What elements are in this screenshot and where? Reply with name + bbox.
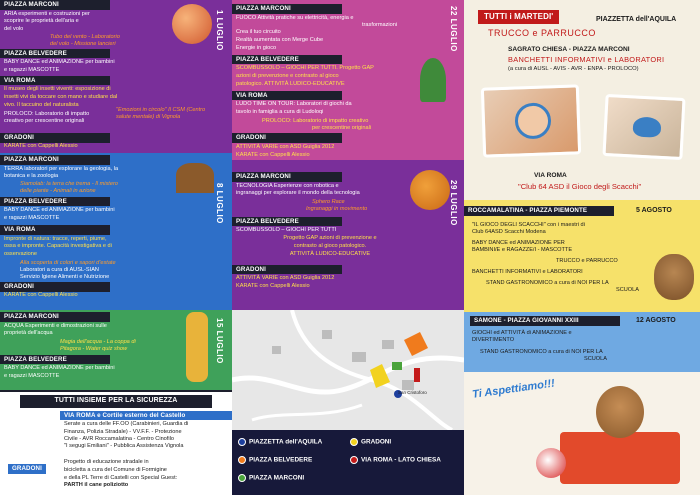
text-line: KARATE con Cappelli Alessio — [236, 151, 310, 158]
giraffe-decoration — [186, 312, 208, 382]
banchetti-title: BANCHETTI INFORMATIVI e LABORATORI — [508, 55, 665, 64]
panel-5-agosto — [464, 200, 700, 312]
text-line: SCOMBUSSOLO – GIOCHI PER TUTTI — [236, 227, 337, 234]
section-header-gradoni: GRADONI — [0, 133, 110, 143]
legend-item — [238, 438, 322, 446]
text-line: scoprire le proprietà dell'aria e — [4, 18, 79, 25]
text-line: PROLOCO: Laboratorio di impatto creativo per crescentine originali — [4, 110, 90, 124]
text-line: patologico. ATTIVITÀ LUDICO-EDUCATIVE — [236, 80, 345, 87]
samone-header: SAMONE - PIAZZA GIOVANNI XXIII — [470, 316, 620, 326]
club64-title: "Club 64 ASD il Gioco degli Scacchi" — [518, 182, 642, 191]
map-marker-belvedere — [404, 332, 428, 356]
text-line: Finanza, Polizia Stradale) - VV.F.F. - Protezione — [64, 428, 182, 435]
text-line: LUDO TIME ON TOUR: Laboratori di giochi da — [236, 101, 352, 108]
legend-swatch — [238, 474, 246, 482]
text-line: KARATE con Cappelli Alessio — [4, 292, 78, 298]
text-line: "IL GIOCO DEGLI SCACCHI" con i maestri di — [472, 222, 585, 228]
legend-swatch — [238, 456, 246, 464]
section-header-via-roma: VIA ROMA — [232, 91, 342, 101]
legend-label: PIAZZA BELVEDERE — [249, 456, 313, 464]
text-line: BABY DANCE ed ANIMAZIONE per bambini — [4, 207, 115, 214]
text-line: e ragazzi MASCOTTE — [4, 67, 60, 73]
text-line: PARTH il cane poliziotto — [64, 482, 129, 489]
section-header-gradoni: GRADONI — [232, 265, 342, 275]
text-line: "I segugi Emiliani" - Pubblica Assistenza Vignola — [64, 442, 184, 449]
section-header-gradoni: GRADONI — [8, 464, 46, 474]
ball-decoration — [536, 448, 566, 478]
text-line: per crescentine originali — [312, 124, 372, 131]
tutti-martedi-badge: TUTTI i MARTEDI' — [478, 10, 559, 24]
legend-item — [350, 438, 391, 446]
section-header-piazza-marconi: PIAZZA MARCONI — [232, 4, 342, 14]
legend-swatch — [350, 456, 358, 464]
teddy-bear-decoration — [654, 254, 694, 300]
text-line: Crea il tuo circuito — [236, 29, 281, 36]
butterfly-icon — [632, 116, 661, 137]
text-line: Serate a cura delle FF.OO (Carabinieri, Guardia di — [64, 421, 189, 428]
pumpkin-decoration — [410, 170, 450, 210]
text-line: Civile - AVR Roccamalatina - Centro Cinofilo — [64, 435, 174, 442]
text-line: Club 64ASD Scacchi Modena — [472, 229, 546, 235]
text-line: SCUOLA — [584, 356, 608, 362]
text-line: DIVERTIMENTO — [472, 337, 515, 343]
panel-1-luglio — [0, 0, 232, 150]
date-label: 12 AGOSTO — [636, 317, 676, 324]
text-line: Pitagora - Water quiz show — [60, 346, 128, 352]
tree-decoration — [420, 58, 446, 102]
banchetti-subtitle: (a cura di AUSL - AVIS - AVR - ENPA - PROLOCO) — [508, 66, 639, 72]
panel-ti-aspettiamo — [464, 372, 700, 495]
text-line: ATTIVITÀ VARIE con ASD Guiglia 2012 — [236, 144, 335, 150]
text-line: delle piante - Animali in azione — [20, 188, 96, 194]
text-line: PROLOCO: Laboratorio di impatto creativo — [262, 117, 369, 124]
toy-box-decoration — [560, 432, 680, 484]
text-line: Impronte di natura: tracce, reperti, piume, — [4, 235, 107, 242]
section-header-piazza-belvedere: PIAZZA BELVEDERE — [232, 55, 342, 65]
section-header-via-roma: VIA ROMA e Cortile esterno del Castello — [60, 411, 232, 421]
section-header-gradoni: GRADONI — [0, 282, 110, 292]
text-line: SCOMBUSSOLO – GIOCHI PER TUTTI. Progetto GAP — [236, 65, 374, 72]
text-line: vivo. Il taccuino del naturalista — [4, 102, 79, 108]
section-header-piazza-marconi: PIAZZA MARCONI — [0, 312, 110, 322]
text-line: e ragazzi MASCOTTE — [4, 215, 60, 222]
text-line: Sphero Race — [312, 199, 345, 206]
section-header-via-roma: VIA ROMA — [0, 76, 110, 86]
map-legend — [232, 430, 464, 495]
text-line: Siamolab: la terra che trema - Il mistero — [20, 181, 118, 188]
text-line: STAND GASTRONOMICO a cura di NOI PER LA — [486, 280, 609, 286]
section-header-piazza-belvedere: PIAZZA BELVEDERE — [0, 49, 110, 59]
text-line: ossa e impronte. Capacità investigativa e di — [4, 243, 112, 250]
sicurezza-title: TUTTI INSIEME PER LA SICUREZZA — [20, 395, 212, 408]
legend-swatch — [238, 438, 246, 446]
legend-item — [238, 456, 312, 464]
panel-8-luglio — [0, 153, 232, 310]
text-line: trasformazioni — [362, 22, 398, 29]
text-line: BABY DANCE ed ANIMAZIONE per bambini — [4, 365, 115, 372]
panel-1-luglio-gradoni — [0, 133, 232, 153]
legend-label: GRADONI — [361, 438, 392, 446]
text-line: Tubo del vento - Laboratorio — [50, 34, 120, 40]
legend-item — [350, 456, 441, 464]
legend-label: VIA ROMA - LATO CHIESA — [361, 456, 441, 464]
text-line: Ingranaggi in movimento — [306, 206, 368, 212]
text-line: Magia dell'acqua - La coppa di — [60, 339, 136, 346]
panel-15-luglio — [0, 310, 232, 390]
via-roma-header: VIA ROMA — [534, 172, 567, 179]
text-line: BABY DANCE ed ANIMAZIONE per bambini — [4, 59, 115, 66]
text-line: TECNOLOGIA Esperienze con robotica e — [236, 182, 339, 189]
panel-29-luglio — [232, 160, 464, 310]
text-line: TRUCCO e PARRUCCO — [556, 258, 618, 264]
text-line: ARIA esperimenti e costruzioni per — [4, 10, 90, 17]
map-label: San Cristoforo — [398, 390, 427, 395]
text-line: KARATE con Cappelli Alessio — [4, 142, 78, 149]
map-marker-via-roma — [414, 368, 420, 382]
text-line: osservazione — [4, 251, 37, 258]
text-line: Laboratori a cura di AUSL-SIAN — [20, 266, 99, 273]
date-label: 1 LUGLIO — [214, 10, 224, 51]
text-line: BAMBINI/E e RAGAZZE/I - MASCOTTE — [472, 247, 573, 253]
text-line: ACQUA Esperimenti e dimostrazioni sulle — [4, 322, 107, 329]
panel-tutti-martedi — [464, 0, 700, 200]
text-line: Progetto GAP azioni di prevenzione e — [283, 235, 377, 242]
text-line: bicicletta a cura del Comune di Formigine — [64, 466, 167, 473]
map-marker-marconi — [392, 362, 402, 370]
legend-label: PIAZZETTA dell'AQUILA — [249, 438, 323, 446]
panel-22-luglio — [232, 0, 464, 160]
face-painting-photo-2 — [602, 94, 685, 160]
text-line: e ragazzi MASCOTTE — [4, 373, 60, 380]
date-label: 5 AGOSTO — [636, 207, 672, 214]
panel-sicurezza — [0, 390, 232, 495]
date-label: 15 LUGLIO — [214, 318, 224, 364]
text-line: Servizio Igiene Alimenti e Nutrizione — [20, 273, 110, 280]
text-line: Energie in gioco — [236, 44, 277, 51]
sagrato-header: SAGRATO CHIESA - PIAZZA MARCONI — [508, 46, 630, 53]
section-header-gradoni: GRADONI — [232, 133, 342, 143]
text-line: ATTIVITÀ LUDICO-EDUCATIVE — [289, 250, 371, 257]
text-line: BABY DANCE ed ANIMAZIONE PER — [472, 240, 565, 246]
trucco-parrucco-title: TRUCCO e PARRUCCO — [488, 28, 596, 38]
text-line: azioni di prevenzione e contrasto al gioco — [236, 73, 339, 79]
section-header-piazza-belvedere: PIAZZA BELVEDERE — [0, 355, 110, 365]
text-line: e della PL Terre di Castelli con Special Guest: — [64, 474, 178, 481]
child-face-icon — [514, 102, 551, 139]
text-line: KARATE con Cappelli Alessio — [236, 283, 310, 289]
section-header-via-roma: VIA ROMA — [0, 225, 110, 235]
section-header-piazza-marconi: PIAZZA MARCONI — [232, 172, 342, 182]
map-panel — [232, 310, 464, 430]
toy-bear-decoration — [596, 386, 644, 438]
text-line: SCUOLA — [616, 287, 640, 293]
piazzetta-aquila-title: PIAZZETTA dell'AQUILA — [596, 16, 677, 23]
panel-12-agosto — [464, 312, 700, 372]
legend-label: PIAZZA MARCONI — [249, 474, 305, 482]
text-line: "Emozioni in circolo" Il CSM (Centro salute mentale) di Vignola — [116, 107, 206, 120]
section-header-piazza-belvedere: PIAZZA BELVEDERE — [0, 197, 110, 207]
date-label: 29 LUGLIO — [448, 180, 458, 226]
street-map — [232, 310, 464, 430]
text-line: FUOCO Attività pratiche su elettricità, energia e — [236, 14, 354, 21]
text-line: ATTIVITÀ VARIE con ASD Guiglia 2012 — [236, 275, 335, 282]
text-line: TERRA laboratori per esplorare la geologia, la — [4, 165, 119, 172]
roccamalatina-header: ROCCAMALATINA - PIAZZA PIEMONTE — [464, 206, 614, 216]
planet-decoration — [172, 4, 212, 44]
text-line: GIOCHI ed ATTIVITÀ di ANIMAZIONE e — [472, 330, 572, 336]
text-line: insetti vivi da toccare con mano e studiare dal — [4, 94, 118, 101]
face-painting-photo-1 — [481, 84, 581, 157]
text-line: Progetto di educazione stradale in — [64, 459, 149, 465]
legend-swatch — [350, 438, 358, 446]
text-line: botanica e la zoologia — [4, 173, 59, 180]
section-header-piazza-marconi: PIAZZA MARCONI — [0, 155, 110, 165]
date-label: 8 LUGLIO — [214, 183, 224, 224]
section-header-piazza-belvedere: PIAZZA BELVEDERE — [232, 217, 342, 227]
text-line: Alla scoperta di colori e sapori d'estate — [20, 260, 116, 266]
text-line: tavolo in famiglia a cura di Ludoloqi — [236, 109, 324, 115]
text-line: STAND GASTRONOMICO a cura di NOI PER LA — [480, 349, 603, 355]
text-line: Il museo degli insetti viventi: esposizione di — [4, 86, 111, 93]
text-line: Realtà aumentata con Merge Cube — [236, 37, 324, 43]
section-header-piazza-marconi: PIAZZA MARCONI — [0, 0, 110, 10]
volcano-decoration — [176, 163, 214, 193]
text-line: BANCHETTI INFORMATIVI e LABORATORI — [472, 269, 583, 275]
text-line: ingranaggi per esplorare il mondo della tecnologia — [236, 190, 360, 197]
date-label: 22 LUGLIO — [448, 6, 458, 52]
ti-aspettiamo-title: Ti Aspettiamo!!! — [471, 377, 556, 401]
text-line: contrasto al gioco patologico. — [293, 243, 367, 249]
text-line: del volo — [4, 26, 24, 33]
legend-item — [238, 474, 304, 482]
text-line: proprietà dell'acqua — [4, 330, 53, 337]
text-line: del volo - Missione lancieri — [50, 40, 116, 47]
